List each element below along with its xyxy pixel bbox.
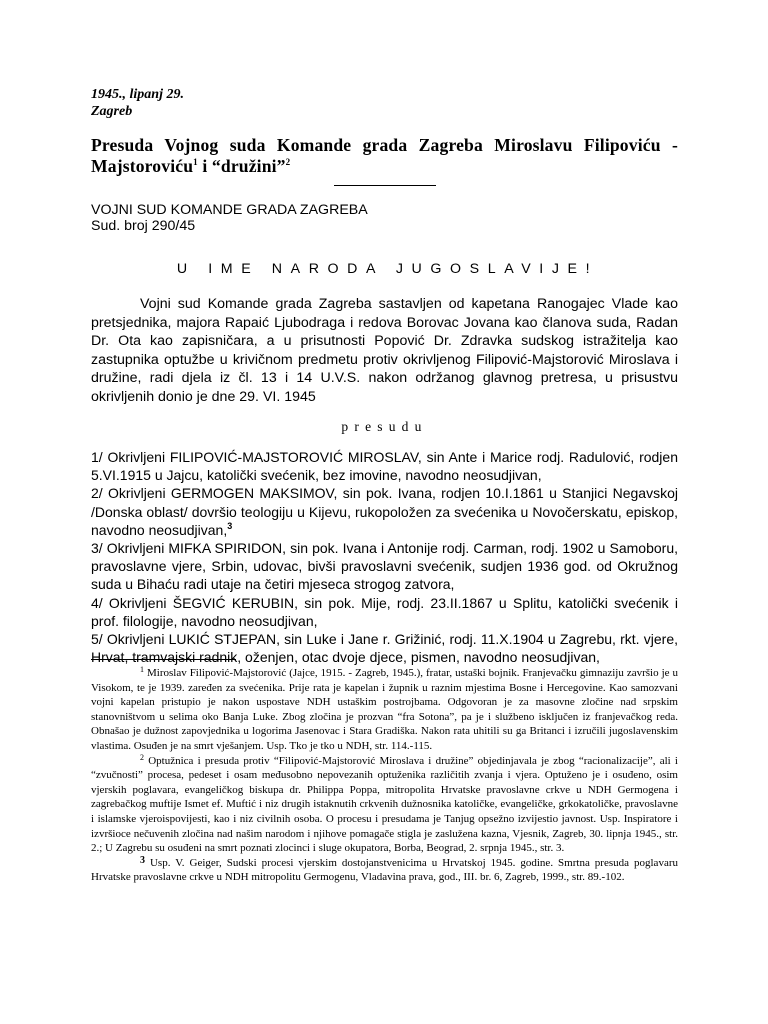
defendant-item: 2/ Okrivljeni GERMOGEN MAKSIMOV, sin pok. Ivana, rodjen 10.I.1861 u Stanjici Negavskoj /Donska oblast/ dovršio teologiju u Kijevu, rukopoložen za svećenika u Novočerskatu, episkop, navodno neosudjivan,$^3$ <box>91 485 678 538</box>
defendant-item: 4/ Okrivljeni ŠEGVIĆ KERUBIN, sin pok. Mije, rodj. 23.II.1867 u Splitu, katolički svećenik i prof. filologije, navodno neosudjivan, <box>91 594 678 629</box>
footnote-marker: 2 <box>140 752 144 762</box>
defendant-item: 1/ Okrivljeni FILIPOVIĆ-MAJSTOROVIĆ MIROSLAV, sin Ante i Marice rodj. Radulović, rodjen 5.VI.1915 u Jajcu, katolički svećenik, bez imovine, navodno neosudjivan, <box>91 449 678 484</box>
footnotes <box>91 666 678 885</box>
title-text-part-2: i “družini” <box>197 156 286 176</box>
defendant-item: 5/ Okrivljeni LUKIĆ STJEPAN, sin Luke i Jane r. Grižinić, rodj. 11.X.1904 u Zagrebu, rkt. vjere, Hrvat, tramvajski radnik, oženjen, otac dvoje djece, pismen, navodno neosudjivan, <box>91 631 678 666</box>
defendant-item: 3/ Okrivljeni MIFKA SPIRIDON, sin pok. Ivana i Antonije rodj. Carman, rodj. 1902 u Samoboru, pravoslavne vjere, Srbin, udovac, bivši pravoslavni svećenik, sudjen 1936 god. od Okružnog suda u Bihaću radi utaje na četiri mjeseca strogog zatvora, <box>91 540 678 593</box>
case-number: Sud. broj 290/45 <box>91 218 196 234</box>
defendants-list <box>91 448 678 666</box>
footnote-3: $^3$ Usp. V. Geiger, Sudski procesi vjerskim dostojanstvenicima u Hrvatskoj 1945. godine. Smrtna presuda poglavaru Hrvatske pravoslavne crkve u NDH mitropolitu Germogenu, Vladavina prava, god., III. br. 6, Zagreb, 1999., str. 89.-102. <box>91 854 678 884</box>
title-divider <box>334 185 436 186</box>
footnote-1: $^1$ Miroslav Filipović-Majstorović (Jajce, 1915. - Zagreb, 1945.), fratar, ustaški bojnik. Franjevačku gimnaziju završio je u Visokom, te je 1939. zaređen za svećenika. Prije rata je kapelan i župnik u raznim mjestima Bosne i Hercegovine. Kao samozvani vojni kapelan pristupio je nakon uspostave NDH ustaškim postrojbama. Odgovoran je za masovne zločine nad srpskim stanovništvom u selima oko Banja Luke. Zbog zločina je prozvan “fra Sotona”, pa je i službeno isključen iz franjevačkog reda. Obnašao je dužnost zapovjednika u logorima Jasenovac i Stara Gradiška. Nakon rata uhitili su ga Britanci i izručili jugoslavenskim vlastima. Osuđen je na smrt vješanjem. Usp. Tko je tko u NDH, str. 114.-115. <box>91 665 678 752</box>
intro-paragraph: Vojni sud Komande grada Zagreba sastavljen od kapetana Ranogajec Vlade kao pretsjednika, majora Rapaić Ljubodraga i redova Borovac Jovana kao članova suda, Radan Dr. Ota kao zapisničara, a u prisutnosti Popović Dr. Zdravka sudskog istražitelja kao zastupnika optužbe u krivičnom predmetu protiv okrivljenog Filipović-Majstorović Miroslava i družine, radi djela iz čl. 13 i 14 U.V.S. nakon održanog glavnog pretresa, u prisustvu okrivljenih donio je dne 29. VI. 1945 <box>91 296 678 405</box>
footnote-2: $^2$ Optužnica i presuda protiv “Filipović-Majstorović Miroslava i družine” objedinjavala je zbog “racionalizacije”, ali i “zvučnosti” procesa, pedeset i osam međusobno nepovezanih optuženika različitih zvanja i vjera. Optuženo je i osuđeno, osim vjerskih poglavara, evangeličkog biskupa dr. Philippa Poppa, mitropolita Hrvatske pravoslavne crkve u NDH Germogena i zagrebačkog muftije Ismet ef. Muftić i niz drugih istaknutih crkvenih dužnosnika katoličke, evangeličke, grkokatoličke, pravoslavne i islamske vjeroispovijesti, kao i niz civilnih osoba. O procesu i presudama je Tanjug opsežno izvijestio javnost. Usp. Inspiratore i izvršioce nečuvenih zločina nad našim narodom i njihove pomagače stigla je zaslužena kazna, Vjesnik, Zagreb, 30. lipnja 1945., str. 2.; U Zagrebu su osuđeni na smrt poznati zlocinci i sluge okupatora, Borba, Beograd, 2. srpnja 1945., str. 3. <box>91 752 678 855</box>
footnote-separator <box>91 659 236 660</box>
document-date: 1945., lipanj 29. <box>91 87 184 102</box>
court-block <box>91 202 678 234</box>
footnote-ref-2: 2 <box>285 157 291 167</box>
court-name: VOJNI SUD KOMANDE GRADA ZAGREBA <box>91 202 368 218</box>
footnote-marker: 1 <box>140 665 144 674</box>
verdict-heading: presudu <box>341 419 428 434</box>
document-page <box>91 86 678 666</box>
document-title <box>91 135 678 177</box>
title-text-part-1: Presuda Vojnog suda Komande grada Zagreba Miroslavu Filipoviću - Majstoroviću <box>91 135 678 176</box>
document-place: Zagreb <box>91 104 133 119</box>
footnote-ref-1: 1 <box>193 157 198 167</box>
footnote-ref-3: 3 <box>227 520 233 531</box>
in-the-name-heading: U IME NARODA JUGOSLAVIJE! <box>176 261 599 277</box>
footnote-marker: 3 <box>140 854 145 866</box>
